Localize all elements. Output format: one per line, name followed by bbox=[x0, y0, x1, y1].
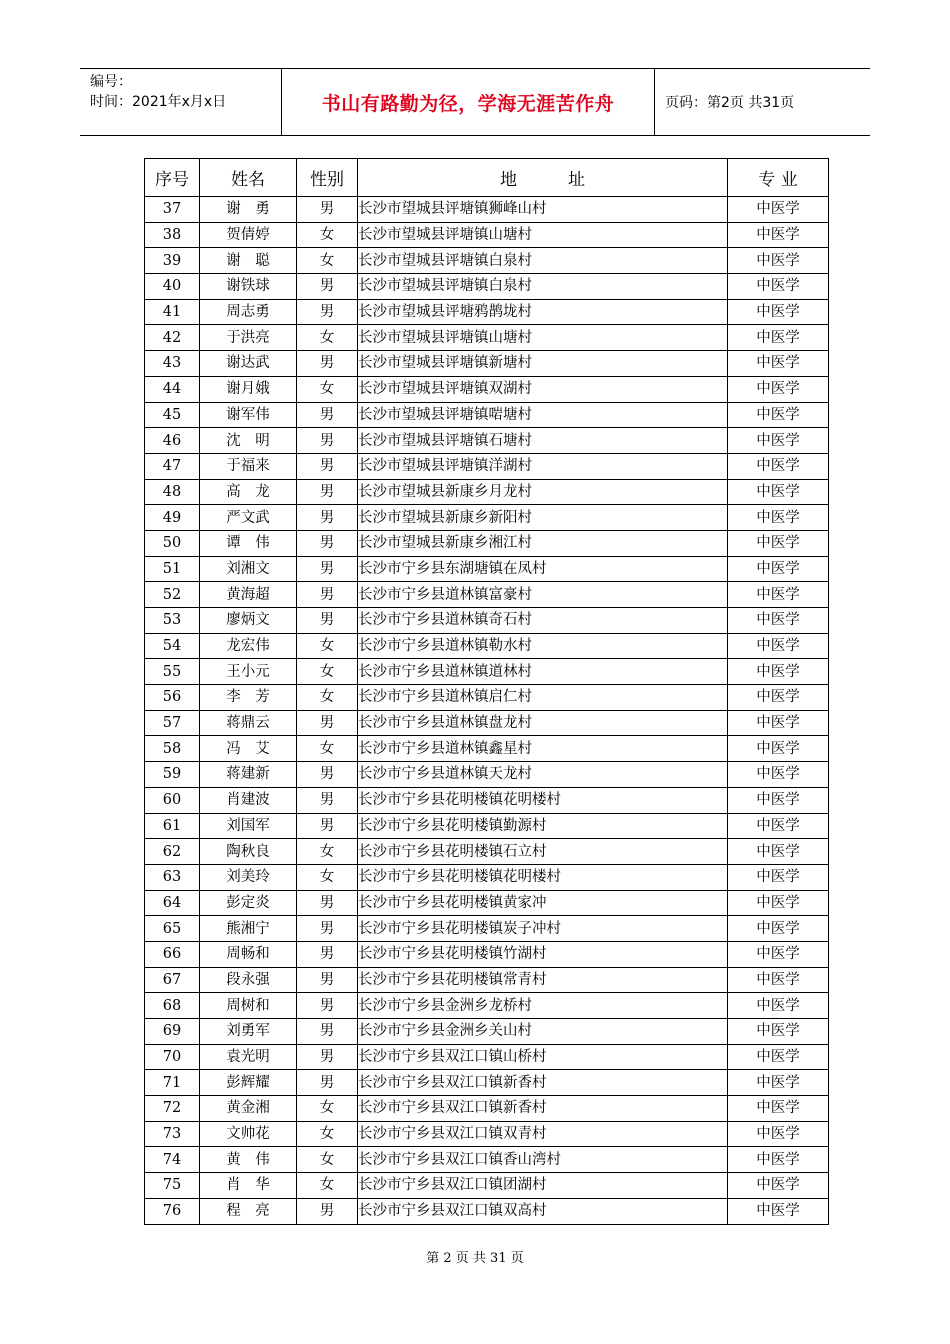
table-row bbox=[145, 993, 829, 1019]
student-gender: 男 bbox=[297, 813, 358, 839]
student-address: 长沙市望城县评塘镇石塘村 bbox=[358, 428, 728, 454]
student-name: 谢月娥 bbox=[200, 376, 297, 402]
student-gender: 男 bbox=[297, 916, 358, 942]
student-major: 中医学 bbox=[728, 941, 829, 967]
student-address: 长沙市望城县评塘鸦鹊垅村 bbox=[358, 299, 728, 325]
row-number: 64 bbox=[145, 890, 200, 916]
student-gender: 女 bbox=[297, 1121, 358, 1147]
row-number: 75 bbox=[145, 1173, 200, 1199]
student-gender: 女 bbox=[297, 1096, 358, 1122]
table-row bbox=[145, 299, 829, 325]
student-gender: 女 bbox=[297, 685, 358, 711]
student-major: 中医学 bbox=[728, 1096, 829, 1122]
student-gender: 女 bbox=[297, 248, 358, 274]
student-major: 中医学 bbox=[728, 659, 829, 685]
student-major: 中医学 bbox=[728, 813, 829, 839]
page-footer: 第 2 页 共 31 页 bbox=[426, 1251, 524, 1266]
row-number: 54 bbox=[145, 633, 200, 659]
student-gender: 男 bbox=[297, 762, 358, 788]
student-name: 于福来 bbox=[200, 453, 297, 479]
table-body bbox=[145, 197, 829, 1225]
student-name: 陶秋良 bbox=[200, 839, 297, 865]
student-name: 袁光明 bbox=[200, 1044, 297, 1070]
student-major: 中医学 bbox=[728, 376, 829, 402]
column-header-name: 姓名 bbox=[200, 159, 297, 197]
student-name: 谢军伟 bbox=[200, 402, 297, 428]
student-address: 长沙市宁乡县花明楼镇常青村 bbox=[358, 967, 728, 993]
table-row bbox=[145, 941, 829, 967]
student-name: 彭定炎 bbox=[200, 890, 297, 916]
table-row bbox=[145, 890, 829, 916]
student-gender: 男 bbox=[297, 299, 358, 325]
row-number: 55 bbox=[145, 659, 200, 685]
student-name: 廖炳文 bbox=[200, 608, 297, 634]
student-name: 谢铁球 bbox=[200, 274, 297, 300]
row-number: 43 bbox=[145, 351, 200, 377]
table-row bbox=[145, 1147, 829, 1173]
student-name: 周畅和 bbox=[200, 941, 297, 967]
student-name: 谢达武 bbox=[200, 351, 297, 377]
student-name: 熊湘宁 bbox=[200, 916, 297, 942]
student-major: 中医学 bbox=[728, 453, 829, 479]
student-gender: 男 bbox=[297, 428, 358, 454]
student-major: 中医学 bbox=[728, 428, 829, 454]
document-time-label: 时间：2021年x月x日 bbox=[90, 94, 227, 110]
student-gender: 男 bbox=[297, 993, 358, 1019]
student-gender: 男 bbox=[297, 530, 358, 556]
row-number: 42 bbox=[145, 325, 200, 351]
table-row bbox=[145, 376, 829, 402]
student-name: 蒋鼎云 bbox=[200, 710, 297, 736]
student-name: 刘湘文 bbox=[200, 556, 297, 582]
table-row bbox=[145, 402, 829, 428]
student-gender: 男 bbox=[297, 787, 358, 813]
student-address: 长沙市宁乡县花明楼镇花明楼村 bbox=[358, 787, 728, 813]
student-gender: 男 bbox=[297, 274, 358, 300]
student-major: 中医学 bbox=[728, 993, 829, 1019]
student-name: 冯 艾 bbox=[200, 736, 297, 762]
table-row bbox=[145, 428, 829, 454]
page-header bbox=[80, 68, 870, 136]
student-gender: 女 bbox=[297, 633, 358, 659]
student-address: 长沙市宁乡县道林镇奇石村 bbox=[358, 608, 728, 634]
table-row bbox=[145, 787, 829, 813]
student-address: 长沙市宁乡县金洲乡龙桥村 bbox=[358, 993, 728, 1019]
student-major: 中医学 bbox=[728, 556, 829, 582]
student-gender: 女 bbox=[297, 736, 358, 762]
student-gender: 男 bbox=[297, 710, 358, 736]
student-major: 中医学 bbox=[728, 787, 829, 813]
student-major: 中医学 bbox=[728, 864, 829, 890]
student-gender: 男 bbox=[297, 453, 358, 479]
student-major: 中医学 bbox=[728, 1070, 829, 1096]
student-name: 谢 聪 bbox=[200, 248, 297, 274]
row-number: 69 bbox=[145, 1019, 200, 1045]
table-row bbox=[145, 685, 829, 711]
student-address: 长沙市宁乡县道林镇勒水村 bbox=[358, 633, 728, 659]
table-row bbox=[145, 530, 829, 556]
row-number: 68 bbox=[145, 993, 200, 1019]
student-name: 龙宏伟 bbox=[200, 633, 297, 659]
table-header-row bbox=[145, 159, 829, 197]
row-number: 61 bbox=[145, 813, 200, 839]
student-address: 长沙市望城县评塘镇洋湖村 bbox=[358, 453, 728, 479]
student-address: 长沙市宁乡县双江口镇双青村 bbox=[358, 1121, 728, 1147]
student-major: 中医学 bbox=[728, 890, 829, 916]
table-row bbox=[145, 608, 829, 634]
student-major: 中医学 bbox=[728, 325, 829, 351]
table-row bbox=[145, 839, 829, 865]
student-name: 黄海超 bbox=[200, 582, 297, 608]
student-major: 中医学 bbox=[728, 1044, 829, 1070]
row-number: 46 bbox=[145, 428, 200, 454]
student-gender: 男 bbox=[297, 556, 358, 582]
student-name: 段永强 bbox=[200, 967, 297, 993]
student-major: 中医学 bbox=[728, 762, 829, 788]
student-address: 长沙市望城县评塘镇双湖村 bbox=[358, 376, 728, 402]
student-name: 肖建波 bbox=[200, 787, 297, 813]
table-row bbox=[145, 1121, 829, 1147]
student-gender: 女 bbox=[297, 1147, 358, 1173]
row-number: 41 bbox=[145, 299, 200, 325]
student-major: 中医学 bbox=[728, 505, 829, 531]
student-major: 中医学 bbox=[728, 710, 829, 736]
student-gender: 男 bbox=[297, 402, 358, 428]
row-number: 66 bbox=[145, 941, 200, 967]
row-number: 58 bbox=[145, 736, 200, 762]
student-major: 中医学 bbox=[728, 197, 829, 223]
student-gender: 女 bbox=[297, 839, 358, 865]
student-major: 中医学 bbox=[728, 736, 829, 762]
row-number: 37 bbox=[145, 197, 200, 223]
student-gender: 男 bbox=[297, 1044, 358, 1070]
student-roster-table bbox=[144, 158, 829, 1225]
student-gender: 男 bbox=[297, 1198, 358, 1224]
student-address: 长沙市宁乡县双江口镇新香村 bbox=[358, 1096, 728, 1122]
student-name: 李 芳 bbox=[200, 685, 297, 711]
row-number: 52 bbox=[145, 582, 200, 608]
student-address: 长沙市望城县新康乡湘江村 bbox=[358, 530, 728, 556]
row-number: 59 bbox=[145, 762, 200, 788]
student-name: 刘美玲 bbox=[200, 864, 297, 890]
student-name: 谢 勇 bbox=[200, 197, 297, 223]
column-header-number: 序号 bbox=[145, 159, 200, 197]
row-number: 53 bbox=[145, 608, 200, 634]
student-address: 长沙市宁乡县道林镇天龙村 bbox=[358, 762, 728, 788]
student-address: 长沙市宁乡县双江口镇香山湾村 bbox=[358, 1147, 728, 1173]
row-number: 57 bbox=[145, 710, 200, 736]
student-address: 长沙市望城县评塘镇新塘村 bbox=[358, 351, 728, 377]
student-address: 长沙市望城县评塘镇狮峰山村 bbox=[358, 197, 728, 223]
student-address: 长沙市望城县评塘镇山塘村 bbox=[358, 325, 728, 351]
table-row bbox=[145, 1070, 829, 1096]
student-major: 中医学 bbox=[728, 967, 829, 993]
student-address: 长沙市宁乡县花明楼镇炭子冲村 bbox=[358, 916, 728, 942]
student-major: 中医学 bbox=[728, 299, 829, 325]
student-address: 长沙市望城县新康乡新阳村 bbox=[358, 505, 728, 531]
row-number: 56 bbox=[145, 685, 200, 711]
row-number: 72 bbox=[145, 1096, 200, 1122]
document-number-label: 编号： bbox=[90, 74, 132, 90]
student-address: 长沙市望城县评塘镇白泉村 bbox=[358, 248, 728, 274]
student-address: 长沙市望城县评塘镇啱塘村 bbox=[358, 402, 728, 428]
student-address: 长沙市宁乡县花明楼镇竹湖村 bbox=[358, 941, 728, 967]
student-gender: 男 bbox=[297, 197, 358, 223]
student-name: 于洪亮 bbox=[200, 325, 297, 351]
student-address: 长沙市宁乡县双江口镇山桥村 bbox=[358, 1044, 728, 1070]
student-major: 中医学 bbox=[728, 351, 829, 377]
student-address: 长沙市宁乡县花明楼镇黄家冲 bbox=[358, 890, 728, 916]
student-name: 程 亮 bbox=[200, 1198, 297, 1224]
row-number: 49 bbox=[145, 505, 200, 531]
student-gender: 男 bbox=[297, 351, 358, 377]
student-name: 周志勇 bbox=[200, 299, 297, 325]
row-number: 74 bbox=[145, 1147, 200, 1173]
student-name: 周树和 bbox=[200, 993, 297, 1019]
student-address: 长沙市望城县新康乡月龙村 bbox=[358, 479, 728, 505]
student-address: 长沙市宁乡县花明楼镇石立村 bbox=[358, 839, 728, 865]
student-gender: 男 bbox=[297, 967, 358, 993]
student-major: 中医学 bbox=[728, 248, 829, 274]
student-name: 王小元 bbox=[200, 659, 297, 685]
row-number: 70 bbox=[145, 1044, 200, 1070]
column-header-gender: 性别 bbox=[297, 159, 358, 197]
student-gender: 男 bbox=[297, 1070, 358, 1096]
student-gender: 女 bbox=[297, 864, 358, 890]
student-address: 长沙市宁乡县花明楼镇花明楼村 bbox=[358, 864, 728, 890]
student-name: 刘勇军 bbox=[200, 1019, 297, 1045]
student-major: 中医学 bbox=[728, 1147, 829, 1173]
row-number: 40 bbox=[145, 274, 200, 300]
student-address: 长沙市宁乡县东湖塘镇在凤村 bbox=[358, 556, 728, 582]
student-address: 长沙市宁乡县双江口镇新香村 bbox=[358, 1070, 728, 1096]
student-gender: 男 bbox=[297, 608, 358, 634]
student-gender: 男 bbox=[297, 479, 358, 505]
header-meta bbox=[80, 69, 282, 135]
student-name: 蒋建新 bbox=[200, 762, 297, 788]
student-address: 长沙市宁乡县道林镇启仁村 bbox=[358, 685, 728, 711]
table-row bbox=[145, 736, 829, 762]
row-number: 50 bbox=[145, 530, 200, 556]
student-name: 黄金湘 bbox=[200, 1096, 297, 1122]
table-row bbox=[145, 659, 829, 685]
student-address: 长沙市望城县评塘镇山塘村 bbox=[358, 222, 728, 248]
header-motto: 书山有路勤为径，学海无涯苦作舟 bbox=[282, 69, 655, 135]
table-row bbox=[145, 479, 829, 505]
table-row bbox=[145, 1198, 829, 1224]
table-row bbox=[145, 1173, 829, 1199]
student-name: 文帅花 bbox=[200, 1121, 297, 1147]
row-number: 44 bbox=[145, 376, 200, 402]
table-row bbox=[145, 351, 829, 377]
student-major: 中医学 bbox=[728, 685, 829, 711]
student-gender: 男 bbox=[297, 505, 358, 531]
student-address: 长沙市宁乡县道林镇盘龙村 bbox=[358, 710, 728, 736]
row-number: 38 bbox=[145, 222, 200, 248]
table-row bbox=[145, 1019, 829, 1045]
student-gender: 男 bbox=[297, 582, 358, 608]
row-number: 48 bbox=[145, 479, 200, 505]
student-major: 中医学 bbox=[728, 274, 829, 300]
student-major: 中医学 bbox=[728, 222, 829, 248]
row-number: 73 bbox=[145, 1121, 200, 1147]
table-row bbox=[145, 710, 829, 736]
student-major: 中医学 bbox=[728, 1019, 829, 1045]
student-major: 中医学 bbox=[728, 633, 829, 659]
student-gender: 男 bbox=[297, 1019, 358, 1045]
student-name: 贺倩婷 bbox=[200, 222, 297, 248]
student-name: 沈 明 bbox=[200, 428, 297, 454]
student-address: 长沙市宁乡县道林镇道林村 bbox=[358, 659, 728, 685]
row-number: 51 bbox=[145, 556, 200, 582]
student-name: 严文武 bbox=[200, 505, 297, 531]
student-gender: 女 bbox=[297, 376, 358, 402]
table-row bbox=[145, 916, 829, 942]
row-number: 65 bbox=[145, 916, 200, 942]
student-address: 长沙市望城县评塘镇白泉村 bbox=[358, 274, 728, 300]
student-address: 长沙市宁乡县道林镇富豪村 bbox=[358, 582, 728, 608]
table-row bbox=[145, 762, 829, 788]
header-page-info: 页码：第2页 共31页 bbox=[665, 95, 795, 111]
table-row bbox=[145, 556, 829, 582]
table-row bbox=[145, 1044, 829, 1070]
table-row bbox=[145, 967, 829, 993]
student-name: 谭 伟 bbox=[200, 530, 297, 556]
student-major: 中医学 bbox=[728, 479, 829, 505]
row-number: 76 bbox=[145, 1198, 200, 1224]
row-number: 63 bbox=[145, 864, 200, 890]
student-name: 刘国军 bbox=[200, 813, 297, 839]
student-major: 中医学 bbox=[728, 1173, 829, 1199]
table-row bbox=[145, 453, 829, 479]
student-gender: 女 bbox=[297, 325, 358, 351]
student-major: 中医学 bbox=[728, 608, 829, 634]
table-row bbox=[145, 325, 829, 351]
student-name: 黄 伟 bbox=[200, 1147, 297, 1173]
student-major: 中医学 bbox=[728, 839, 829, 865]
student-address: 长沙市宁乡县双江口镇双高村 bbox=[358, 1198, 728, 1224]
row-number: 71 bbox=[145, 1070, 200, 1096]
row-number: 67 bbox=[145, 967, 200, 993]
table-row bbox=[145, 864, 829, 890]
student-address: 长沙市宁乡县道林镇鑫星村 bbox=[358, 736, 728, 762]
row-number: 60 bbox=[145, 787, 200, 813]
student-gender: 男 bbox=[297, 890, 358, 916]
student-gender: 女 bbox=[297, 659, 358, 685]
student-address: 长沙市宁乡县金洲乡关山村 bbox=[358, 1019, 728, 1045]
table-row bbox=[145, 197, 829, 223]
student-major: 中医学 bbox=[728, 530, 829, 556]
table-row bbox=[145, 248, 829, 274]
row-number: 45 bbox=[145, 402, 200, 428]
student-major: 中医学 bbox=[728, 1121, 829, 1147]
student-major: 中医学 bbox=[728, 1198, 829, 1224]
student-name: 肖 华 bbox=[200, 1173, 297, 1199]
student-major: 中医学 bbox=[728, 582, 829, 608]
row-number: 39 bbox=[145, 248, 200, 274]
table-row bbox=[145, 582, 829, 608]
student-address: 长沙市宁乡县花明楼镇勤源村 bbox=[358, 813, 728, 839]
student-address: 长沙市宁乡县双江口镇团湖村 bbox=[358, 1173, 728, 1199]
table-row bbox=[145, 222, 829, 248]
student-name: 彭辉耀 bbox=[200, 1070, 297, 1096]
student-gender: 女 bbox=[297, 222, 358, 248]
table-row bbox=[145, 633, 829, 659]
student-major: 中医学 bbox=[728, 916, 829, 942]
student-major: 中医学 bbox=[728, 402, 829, 428]
table-row bbox=[145, 274, 829, 300]
student-gender: 女 bbox=[297, 1173, 358, 1199]
table-row bbox=[145, 813, 829, 839]
table-row bbox=[145, 1096, 829, 1122]
column-header-major: 专 业 bbox=[728, 159, 829, 197]
student-name: 高 龙 bbox=[200, 479, 297, 505]
student-gender: 男 bbox=[297, 941, 358, 967]
row-number: 47 bbox=[145, 453, 200, 479]
row-number: 62 bbox=[145, 839, 200, 865]
column-header-address: 地 址 bbox=[358, 159, 728, 197]
table-row bbox=[145, 505, 829, 531]
